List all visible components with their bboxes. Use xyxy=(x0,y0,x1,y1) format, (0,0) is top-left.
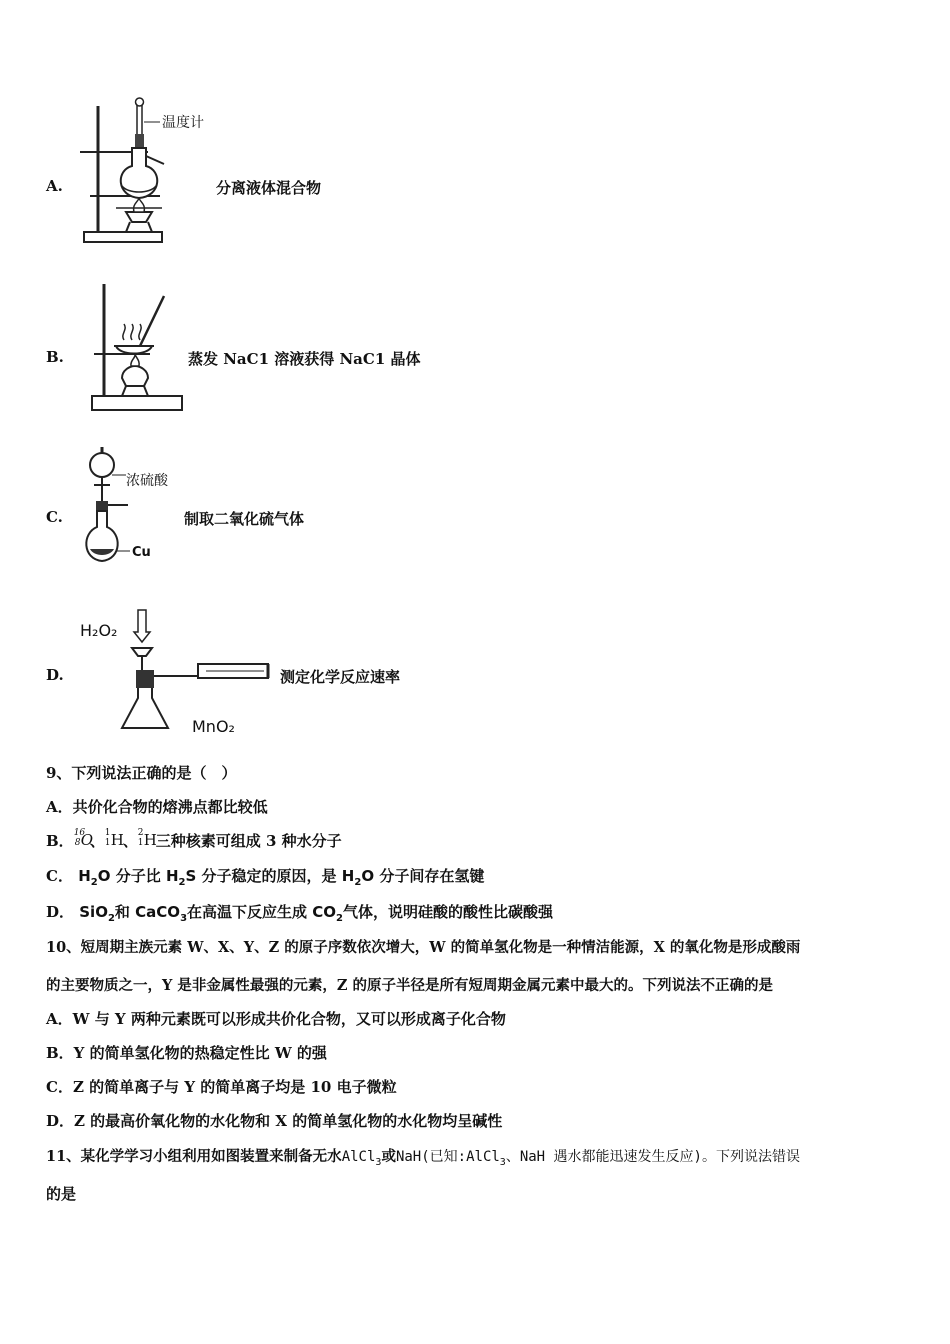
formula-subscript: 3 xyxy=(499,1156,506,1168)
isotope-h2 xyxy=(137,828,157,849)
formula-h2o xyxy=(341,867,375,888)
formula-caco3 xyxy=(135,903,188,924)
q10-option-d: D．Z 的最高价氧化物的水化物和 X 的简单氢化物的水化物均呈碱性 xyxy=(46,1112,503,1130)
iso-number: 1 xyxy=(137,838,144,848)
q11-stem-line2: 的是 xyxy=(46,1185,77,1203)
option-a-letter: A. xyxy=(46,177,63,195)
formula-subscript: 2 xyxy=(90,877,98,888)
thermometer-label: 温度计 xyxy=(162,115,204,131)
formula-alcl3 xyxy=(341,1149,382,1168)
formula-part: SiO xyxy=(79,903,108,921)
copper-label: Cu xyxy=(132,545,151,560)
q10-option-a: A．W 与 Y 两种元素既可以形成共价化合物，又可以形成离子化合物 xyxy=(46,1010,506,1028)
separator: 、 xyxy=(89,832,105,850)
formula-subscript: 3 xyxy=(180,913,188,924)
separator: 、 xyxy=(122,832,138,850)
formula-part: H xyxy=(78,867,91,885)
iso-mass: 16 xyxy=(73,828,86,838)
q9-c-text: 分子比 xyxy=(115,867,161,885)
formula-subscript: 2 xyxy=(178,877,186,888)
formula-subscript: 2 xyxy=(354,877,362,888)
option-d-letter: D. xyxy=(46,666,64,684)
formula-part: H xyxy=(341,867,355,885)
formula-subscript: 2 xyxy=(336,913,344,924)
iso-number: 1 xyxy=(104,838,111,848)
q10-stem-line2: 的主要物质之一，Y 是非金属性最强的元素，Z 的原子半径是所有短周期金属元素中最大的。下列说法不正确的是 xyxy=(46,977,774,994)
formula-part: O xyxy=(361,867,375,885)
formula-part: H xyxy=(165,867,179,885)
option-c-caption: 制取二氧化硫气体 xyxy=(184,510,305,528)
formula-co2 xyxy=(312,903,344,924)
iso-symbol: H xyxy=(110,831,124,849)
q11-text: 或 xyxy=(381,1148,396,1165)
formula-part: AlCl xyxy=(341,1149,376,1165)
q9-d-prefix: D． xyxy=(46,903,75,921)
iso-symbol: O xyxy=(80,831,93,849)
formula-subscript: 3 xyxy=(375,1156,382,1168)
evaporation-apparatus-figure xyxy=(86,282,186,414)
q9-c-text: 分子稳定的原因，是 xyxy=(201,867,337,885)
option-b-letter: B. xyxy=(46,348,64,366)
reaction-rate-apparatus-figure xyxy=(78,606,278,738)
h2o2-label: H₂O₂ xyxy=(80,621,118,640)
q9-option-d xyxy=(46,901,553,924)
q10-option-b: B．Y 的简单氢化物的热稳定性比 W 的强 xyxy=(46,1044,327,1062)
formula-h2s xyxy=(165,867,197,888)
distillation-apparatus-figure xyxy=(76,94,221,246)
q9-d-text: 气体，说明硅酸的酸性比碳酸强 xyxy=(343,903,554,921)
q11-text: 、NaH 遇水都能迅速发生反应)。下列说法错误 xyxy=(505,1149,800,1165)
q10-stem-line1: 10、短周期主族元素 W、X、Y、Z 的原子序数依次增大，W 的简单氢化物是一种情洁能源，X 的氧化物是形成酸雨 xyxy=(46,939,801,956)
q11-text: 11、某化学学习小组利用如图装置来制备无水 xyxy=(46,1148,342,1165)
q9-option-c xyxy=(46,865,484,888)
q9-b-text: 三种核素可组成 3 种水分子 xyxy=(155,832,342,850)
formula-nah-note xyxy=(395,1149,506,1168)
formula-subscript: 2 xyxy=(107,913,115,924)
mno2-label: MnO₂ xyxy=(192,717,235,736)
formula-part: NaH(已知:AlCl xyxy=(395,1149,500,1165)
q9-d-text: 和 xyxy=(114,903,130,921)
iso-mass: 1 xyxy=(104,828,111,838)
isotope-o16 xyxy=(73,828,93,849)
q9-option-b xyxy=(46,830,342,851)
formula-sio2 xyxy=(79,903,115,924)
isotope-h1 xyxy=(104,828,124,849)
iso-symbol: H xyxy=(143,831,157,849)
q9-option-a: A．共价化合物的熔沸点都比较低 xyxy=(46,798,268,816)
option-c-letter: C. xyxy=(46,508,63,526)
formula-h2o xyxy=(78,867,111,888)
formula-part: O xyxy=(97,867,111,885)
q9-c-text: 分子间存在氢键 xyxy=(379,867,485,885)
q9-c-prefix: C． xyxy=(46,867,73,885)
option-a-caption: 分离液体混合物 xyxy=(216,179,322,197)
q9-d-text: 在高温下反应生成 xyxy=(187,903,308,921)
so2-generation-apparatus-figure xyxy=(78,445,190,567)
iso-number: 8 xyxy=(74,838,81,848)
option-b-caption: 蒸发 NaC1 溶液获得 NaC1 晶体 xyxy=(188,350,421,368)
q9-stem: 9、下列说法正确的是（ ） xyxy=(46,764,237,782)
formula-part: CO xyxy=(312,903,337,921)
formula-part: CaCO xyxy=(135,903,181,921)
formula-part: S xyxy=(185,867,197,885)
q11-stem-line1 xyxy=(46,1145,800,1168)
option-d-caption: 测定化学反应速率 xyxy=(280,668,401,686)
q9-b-prefix: B． xyxy=(46,832,74,850)
q10-option-c: C．Z 的简单离子与 Y 的简单离子均是 10 电子微粒 xyxy=(46,1078,397,1096)
iso-mass: 2 xyxy=(137,828,144,838)
conc-sulfuric-acid-label: 浓硫酸 xyxy=(126,473,168,489)
